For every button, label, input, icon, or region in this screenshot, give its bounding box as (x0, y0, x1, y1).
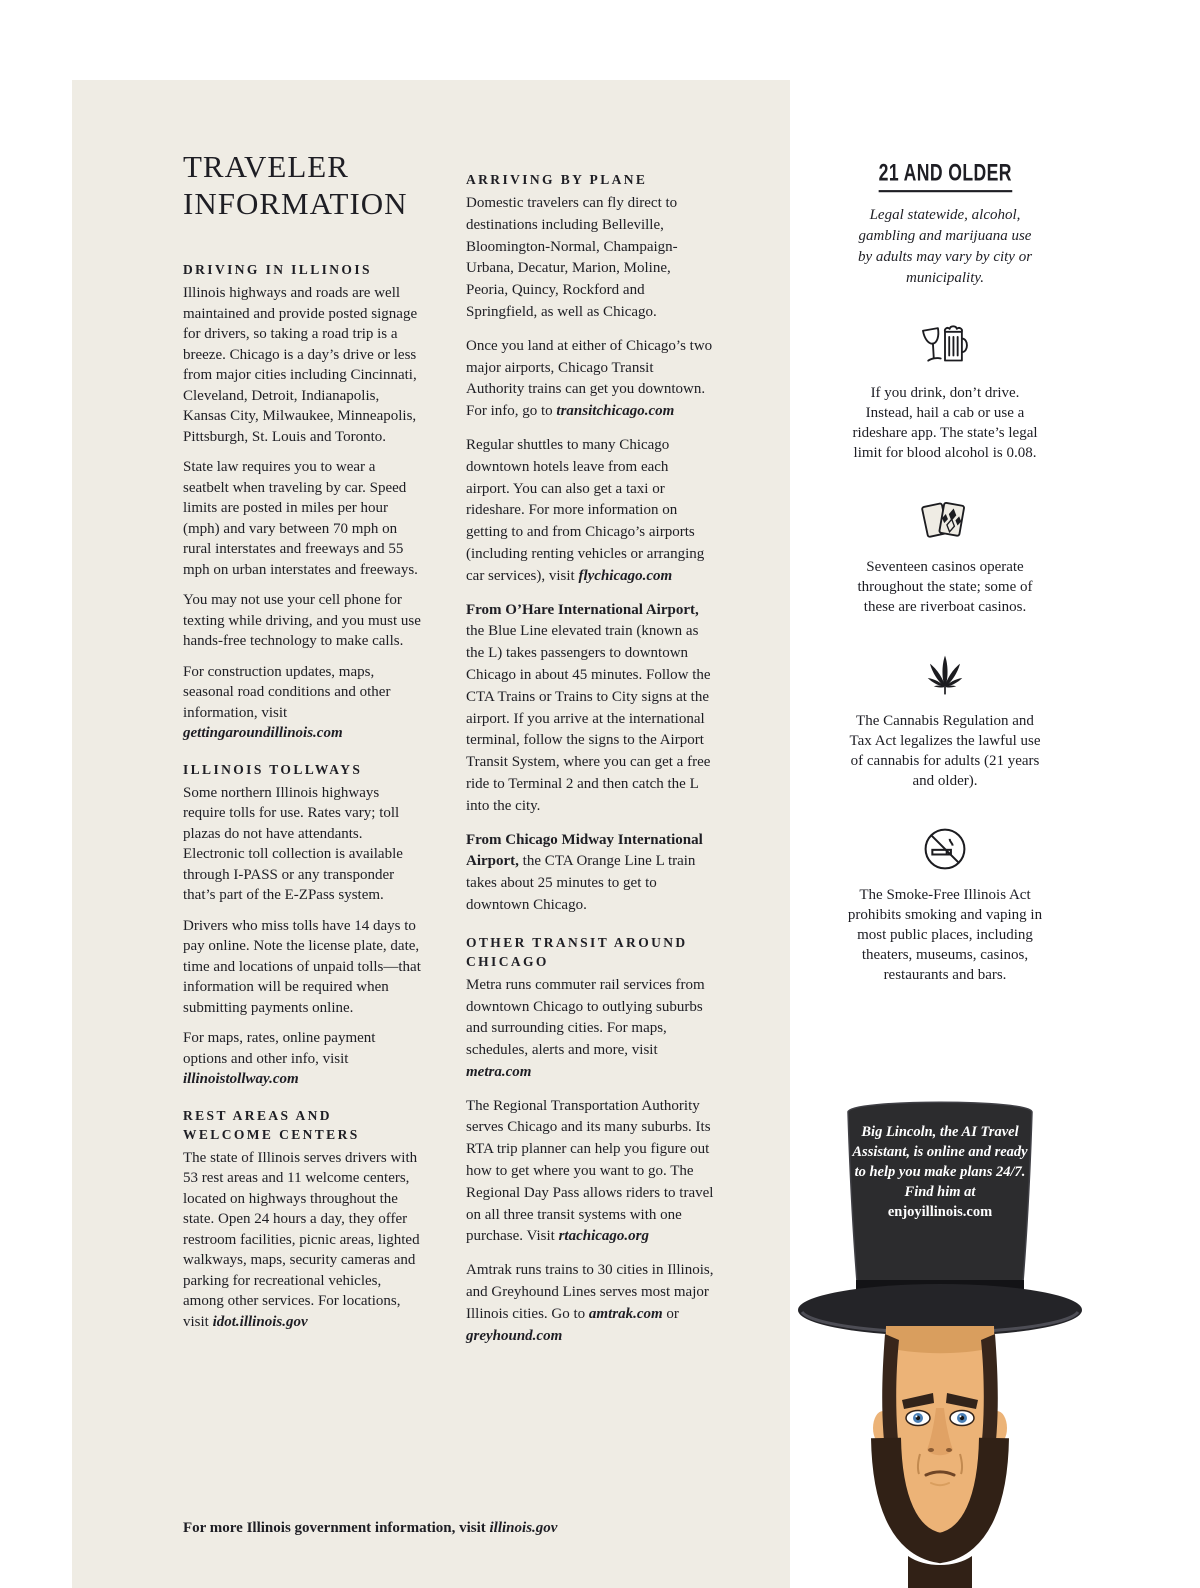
paragraph-metra (466, 975, 714, 1084)
link-illinois-gov[interactable]: illinois.gov (489, 1520, 558, 1536)
no-smoking-icon (918, 821, 972, 877)
paragraph-tollways-2: Drivers who miss tolls have 14 days to pay online. Note the license plate, date, time and locations of unpaid tolls—that information will be required when submitting payments online. (183, 917, 421, 1016)
link-metra[interactable]: metra.com (466, 1063, 532, 1080)
paragraph-text: Metra runs commuter rail services from downtown Chicago to outlying suburbs and surrounding cities. For maps, schedules, alerts and more, visit (466, 976, 705, 1059)
paragraph-text: For maps, rates, online payment options and other info, visit (183, 1030, 376, 1067)
link-transitchicago[interactable]: transitchicago.com (556, 403, 675, 420)
paragraph-text: The Regional Transportation Authority serves Chicago and its many suburbs. Its RTA trip planner can help you figure out how to get where you want to go. The Regional Day Pass allows riders to travel on all three transit systems with one purchase. Visit (466, 1097, 714, 1245)
sidebar-item-cannabis (843, 647, 1047, 791)
paragraph-driving-4 (183, 662, 421, 744)
paragraph-lead-midway: From Chicago Midway International Airport, (466, 831, 703, 870)
wine-and-beer-icon (918, 319, 972, 375)
paragraph-text: the Blue Line elevated train (known as the L) takes passengers to downtown Chicago in about 45 minutes. Follow the CTA Trains or Trains to City signs at the airport. If you arrive at the international terminal, follow the signs to the Airport Transit System, where you can get a free ride to Terminal 2 and then catch the L into the city. (466, 623, 711, 814)
sidebar-item-casinos (843, 493, 1047, 617)
heading-arriving-by-plane: ARRIVING BY PLANE (466, 172, 648, 187)
paragraph-text: For construction updates, maps, seasonal road conditions and other information, visit (183, 663, 391, 721)
paragraph-plane-1: Domestic travelers can fly direct to destinations including Belleville, Bloomington-Normal, Champaign-Urbana, Decatur, Marion, Moline, Peoria, Quincy, Rockford and Springfield, as well as Chicago. (466, 195, 678, 320)
sidebar-item-text: The Cannabis Regulation and Tax Act legalizes the lawful use of cannabis for adults (21 years and older). (849, 713, 1041, 789)
left-column (183, 148, 421, 1342)
paragraph-ohare (466, 600, 714, 818)
lincoln-hat-text (852, 1122, 1028, 1222)
paragraph-text: or (662, 1305, 679, 1322)
playing-cards-icon (918, 493, 972, 549)
sidebar-heading: 21 AND OLDER (878, 159, 1011, 192)
paragraph-driving-1: Illinois highways and roads are well maintained and provide posted signage for drivers, so taking a road trip is a breeze. Chicago is a day’s drive or less from major cities including Cincinnati, Cleveland, Detroit, Indianapolis, Kansas City, Milwaukee, Minneapolis, Pittsburgh, St. Louis and Toronto. (183, 285, 418, 445)
sidebar-item-smoke-free (843, 821, 1047, 985)
paragraph-rest-areas (183, 1148, 421, 1333)
heading-illinois-tollways: ILLINOIS TOLLWAYS (183, 761, 363, 777)
paragraph-tollways-1: Some northern Illinois highways require tolls for use. Rates vary; toll plazas do not have attendants. Electronic toll collection is available through I-PASS or any transponder that’s part of the E-ZPass system. (183, 784, 403, 903)
page-title-line1: TRAVELER (183, 149, 349, 184)
paragraph-tollways-3 (183, 1028, 421, 1090)
cannabis-leaf-icon (918, 647, 972, 703)
paragraph-plane-2 (466, 336, 714, 423)
sidebar-heading-wrap (843, 160, 1047, 191)
paragraph-driving-3: You may not use your cell phone for texting while driving, and you must use hands-free technology to make calls. (183, 592, 421, 649)
link-rtachicago[interactable]: rtachicago.org (558, 1228, 649, 1245)
hat-text: Big Lincoln, the AI Travel Assistant, is online and ready to help you make plans 24/7. Find him at (852, 1124, 1028, 1200)
link-idot-illinois[interactable]: idot.illinois.gov (212, 1313, 308, 1330)
paragraph-text: The state of Illinois serves drivers with 53 rest areas and 11 welcome centers, located on highways throughout the state. Open 24 hours a day, they offer restroom facilities, picnic areas, lighted walkways, maps, security cameras and parking for recreational vehicles, among other services. For locations, visit (183, 1149, 420, 1330)
link-greyhound[interactable]: greyhound.com (466, 1327, 563, 1344)
page-title-line2: INFORMATION (183, 186, 408, 221)
heading-rest-areas: REST AREAS AND WELCOME CENTERS (183, 1107, 360, 1142)
paragraph-text: Once you land at either of Chicago’s two major airports, Chicago Transit Authority trains can get you downtown. For info, go to (466, 337, 713, 420)
heading-other-transit: OTHER TRANSIT AROUND CHICAGO (466, 934, 688, 969)
paragraph-lead-ohare: From O’Hare International Airport, (466, 601, 699, 618)
paragraph-text: Amtrak runs trains to 30 cities in Illinois, and Greyhound Lines serves most major Illinois cities. Go to (466, 1262, 714, 1322)
page-title (183, 148, 421, 222)
paragraph-text: the CTA Orange Line L train takes about 25 minutes to get to downtown Chicago. (466, 853, 696, 913)
footer-note (183, 1520, 557, 1537)
link-illinoistollway[interactable]: illinoistollway.com (183, 1071, 299, 1087)
paragraph-text: Regular shuttles to many Chicago downtown hotels leave from each airport. You can also get a taxi or rideshare. For more information on getting to and from Chicago’s airports (including renting vehicles or arranging car services), visit (466, 436, 705, 584)
link-amtrak[interactable]: amtrak.com (588, 1305, 663, 1322)
link-flychicago[interactable]: flychicago.com (578, 567, 673, 584)
sidebar-item-text: If you drink, don’t drive. Instead, hail a cab or use a rideshare app. The state’s legal limit for blood alcohol is 0.08. (852, 385, 1038, 461)
paragraph-rta (466, 1096, 714, 1249)
sidebar-item-text: The Smoke-Free Illinois Act prohibits smoking and vaping in most public places, including theaters, museums, casinos, restaurants and bars. (847, 887, 1043, 983)
sidebar-intro: Legal statewide, alcohol, gambling and marijuana use by adults may vary by city or municipality. (857, 207, 1033, 286)
link-enjoyillinois[interactable]: enjoyillinois.com (887, 1204, 993, 1220)
link-gettingaroundillinois[interactable]: gettingaroundillinois.com (183, 725, 343, 741)
paragraph-plane-3 (466, 435, 714, 588)
sidebar-21-and-older (843, 160, 1047, 985)
middle-column (466, 170, 714, 1359)
paragraph-driving-2: State law requires you to wear a seatbelt when traveling by car. Speed limits are posted in miles per hour (mph) and vary between 70 mph on rural interstates and freeways and 55 mph on urban interstates and freeways. (183, 459, 418, 578)
sidebar-item-alcohol (843, 319, 1047, 463)
sidebar-item-text: Seventeen casinos operate throughout the state; some of these are riverboat casinos. (857, 559, 1033, 615)
paragraph-midway (466, 830, 714, 917)
footer-text: For more Illinois government information, visit (183, 1520, 490, 1536)
heading-driving-in-illinois: DRIVING IN ILLINOIS (183, 262, 372, 277)
paragraph-amtrak (466, 1260, 714, 1347)
